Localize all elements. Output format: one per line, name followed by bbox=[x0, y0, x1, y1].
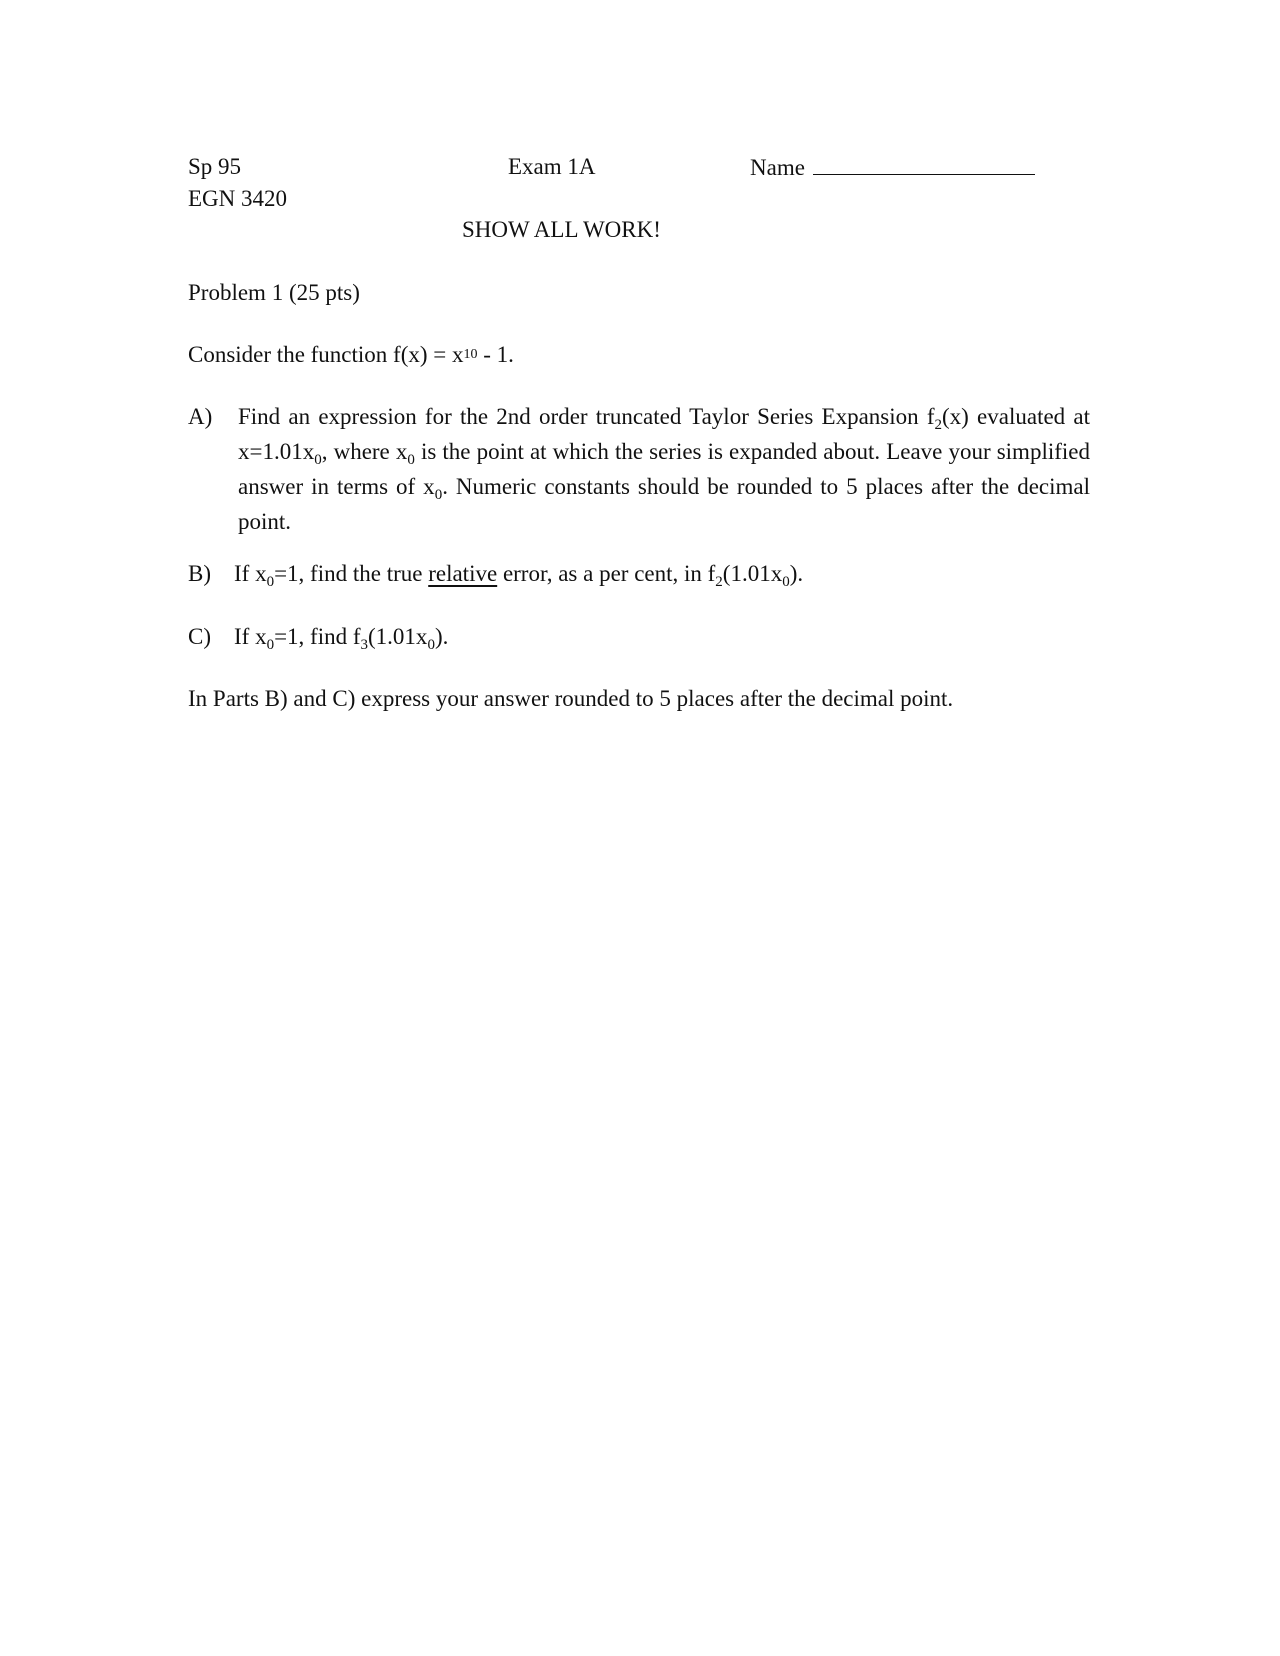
parts-note: In Parts B) and C) express your answer rounded to 5 places after the decimal point. bbox=[188, 686, 954, 711]
part-b-text-3: error, as a per cent, in f bbox=[497, 561, 716, 586]
statement-exponent: 10 bbox=[463, 347, 478, 362]
part-c-sub-3: 0 bbox=[427, 637, 435, 653]
part-c-sub-2: 3 bbox=[360, 637, 369, 653]
part-a-sub-4: 0 bbox=[434, 487, 443, 503]
course-term: Sp 95 bbox=[188, 154, 242, 179]
part-c-text-3: (1.01x bbox=[368, 624, 428, 649]
part-a-sub-2: 0 bbox=[314, 452, 322, 468]
part-c-label: C) bbox=[188, 624, 211, 649]
problem-title: Problem 1 (25 pts) bbox=[188, 280, 360, 305]
part-a-label: A) bbox=[188, 404, 213, 429]
part-a bbox=[188, 401, 1090, 538]
exam-title: Exam 1A bbox=[508, 154, 596, 179]
part-c-text-2: =1, find f bbox=[274, 624, 361, 649]
part-b-sub-2: 2 bbox=[715, 574, 723, 590]
part-b-text-2: =1, find the true bbox=[274, 561, 429, 586]
part-a-text bbox=[238, 401, 1090, 538]
part-b-text-1: If x bbox=[234, 561, 267, 586]
part-c-text-4: ). bbox=[434, 624, 449, 649]
part-b-text-4: (1.01x bbox=[722, 561, 783, 586]
part-c-sub-1: 0 bbox=[266, 637, 275, 653]
part-a-text-1: Find an expression for the 2nd order truncated Taylor Series Expansion f bbox=[238, 404, 935, 429]
statement-prefix: Consider the function f(x) = x bbox=[188, 342, 464, 367]
course-code: EGN 3420 bbox=[188, 186, 288, 211]
part-a-sub-1: 2 bbox=[934, 417, 943, 433]
part-a-text-2: (x) evaluated at x=1.01x bbox=[238, 404, 1090, 464]
statement-suffix: - 1. bbox=[477, 342, 514, 367]
name-field bbox=[750, 152, 1035, 183]
part-a-text-3: , where x bbox=[321, 439, 408, 464]
name-label: Name bbox=[750, 155, 805, 180]
part-b-underlined-word: relative bbox=[428, 561, 498, 586]
part-b-label: B) bbox=[188, 561, 211, 586]
part-b-sub-3: 0 bbox=[782, 574, 790, 590]
part-b bbox=[188, 559, 803, 592]
part-a-text-5: . Numeric constants should be rounded to 5 places after the decimal point. bbox=[238, 474, 1090, 534]
part-b-sub-1: 0 bbox=[266, 574, 275, 590]
part-a-text-4: is the point at which the series is expanded about. Leave your simplified answer in terms of x bbox=[238, 439, 1090, 499]
name-blank-line bbox=[813, 152, 1035, 175]
part-b-text-5: ). bbox=[789, 561, 804, 586]
part-a-sub-3: 0 bbox=[407, 452, 415, 468]
part-c-text-1: If x bbox=[234, 624, 267, 649]
instruction-heading: SHOW ALL WORK! bbox=[462, 217, 661, 242]
problem-statement bbox=[188, 340, 514, 374]
part-c bbox=[188, 622, 448, 655]
